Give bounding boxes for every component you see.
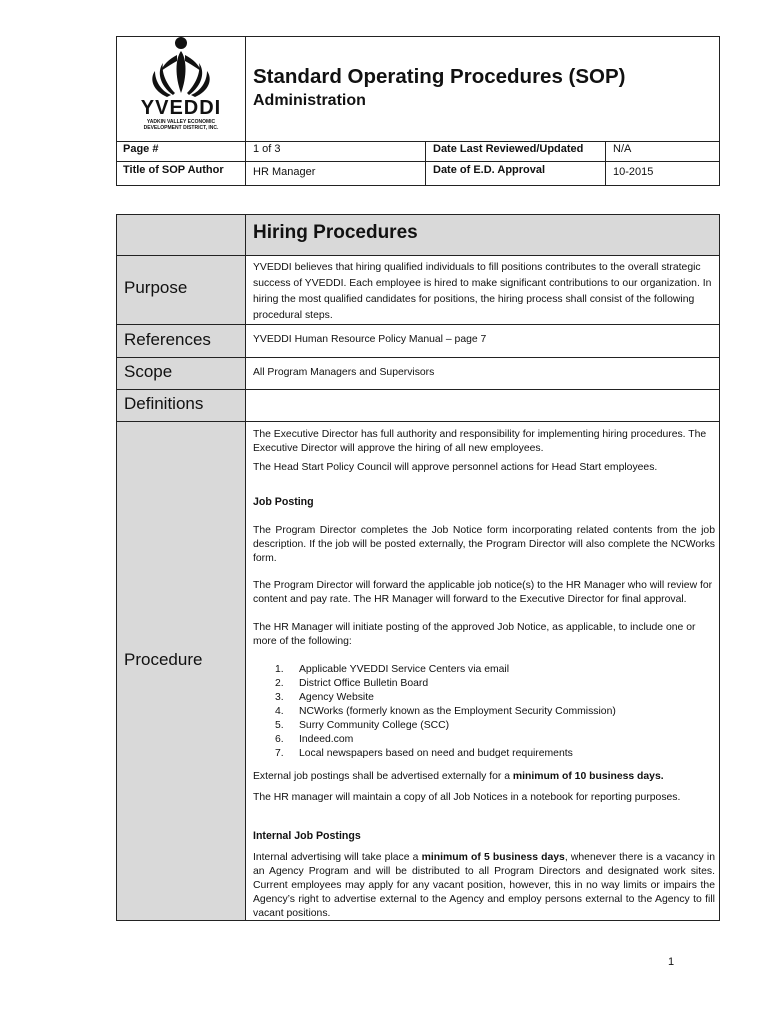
reviewed-value: N/A — [613, 143, 632, 155]
logo-tagline: YADKIN VALLEY ECONOMIC DEVELOPMENT DISTRICT, INC. — [143, 119, 219, 131]
job-posting-heading: Job Posting — [253, 496, 314, 508]
procedure-paragraph: The Head Start Policy Council will approve personnel actions for Head Start employees. — [253, 462, 658, 473]
procedure-paragraph: Internal advertising will take place a minimum of 5 business days, whenever there is a vacancy in an Agency Program and will be distributed to all Program Directors and designated work sites. Current employees may apply for any vacant position, however, this in no way limits or impairs the Agency’s right to advertise external to the Agency and employ persons external to the Agency to fill vacant positions. — [253, 852, 715, 919]
purpose-text: YVEDDI believes that hiring qualified individuals to fill positions contributes to the overall strategic success of YVEDDI. Each employee is hired to make significant contributions to our organization. In hiring the most qualified candidates for positions, the hiring process shall consist of the following procedural steps. — [253, 262, 712, 321]
list-item: 7. Local newspapers based on need and budget requirements — [275, 748, 573, 759]
scope-text: All Program Managers and Supervisors — [253, 367, 435, 378]
list-item: 4. NCWorks (formerly known as the Employment Security Commission) — [275, 706, 616, 717]
divider — [425, 141, 426, 185]
logo-brand: YVEDDI — [140, 97, 222, 119]
purpose-label: Purpose — [124, 278, 188, 297]
posting-channel-list — [253, 663, 616, 761]
list-item: 3. Agency Website — [275, 692, 374, 703]
internal-postings-heading: Internal Job Postings — [253, 830, 361, 842]
page-title: Standard Operating Procedures (SOP) — [253, 65, 626, 88]
procedure-label: Procedure — [124, 650, 203, 669]
scope-label: Scope — [124, 362, 173, 381]
reviewed-label: Date Last Reviewed/Updated — [433, 143, 584, 155]
page-label: Page # — [123, 143, 159, 155]
yveddi-logo — [117, 37, 245, 141]
divider — [117, 421, 719, 422]
approval-value: 10-2015 — [613, 166, 654, 178]
procedure-paragraph: The Executive Director has full authority and responsibility for implementing hiring procedures. The Executive Director will approve the hiring of all new employees. — [253, 429, 707, 454]
list-item: 1. Applicable YVEDDI Service Centers via email — [275, 664, 510, 675]
procedure-paragraph: The HR manager will maintain a copy of all Job Notices in a notebook for reporting purposes. — [253, 792, 681, 803]
page-number: 1 — [668, 956, 675, 968]
divider — [605, 141, 606, 185]
sop-main-table — [116, 214, 720, 921]
references-label: References — [124, 330, 211, 349]
label-column-shade — [117, 215, 245, 920]
references-text: YVEDDI Human Resource Policy Manual – page 7 — [253, 334, 487, 345]
divider — [117, 141, 719, 142]
author-label: Title of SOP Author — [123, 164, 224, 176]
list-item: 6. Indeed.com — [275, 734, 354, 745]
page-subtitle: Administration — [253, 92, 366, 109]
procedure-paragraph: The Program Director will forward the applicable job notice(s) to the HR Manager who will review for content and pay rate. The HR Manager will forward to the Executive Director for final approval. — [253, 580, 713, 605]
list-item: 2. District Office Bulletin Board — [275, 678, 429, 689]
divider — [245, 215, 246, 920]
section-heading: Hiring Procedures — [253, 222, 418, 243]
page-value: 1 of 3 — [253, 143, 281, 155]
procedure-paragraph: External job postings shall be advertised externally for a minimum of 10 business days. — [253, 771, 664, 782]
divider — [117, 389, 719, 390]
procedure-paragraph: The HR Manager will initiate posting of the approved Job Notice, as applicable, to include one or more of the following: — [253, 622, 696, 647]
definitions-label: Definitions — [124, 394, 204, 413]
divider — [117, 255, 719, 256]
divider — [117, 324, 719, 325]
sop-header-table — [116, 36, 720, 186]
author-value: HR Manager — [253, 166, 316, 178]
list-item: 5. Surry Community College (SCC) — [275, 720, 450, 731]
approval-label: Date of E.D. Approval — [433, 164, 546, 176]
procedure-paragraph: The Program Director completes the Job Notice form incorporating related contents from the job description. If the job will be posted externally, the Program Director will also complete the NCWorks form. — [253, 525, 715, 564]
divider — [117, 161, 719, 162]
divider — [117, 357, 719, 358]
divider — [245, 37, 246, 185]
